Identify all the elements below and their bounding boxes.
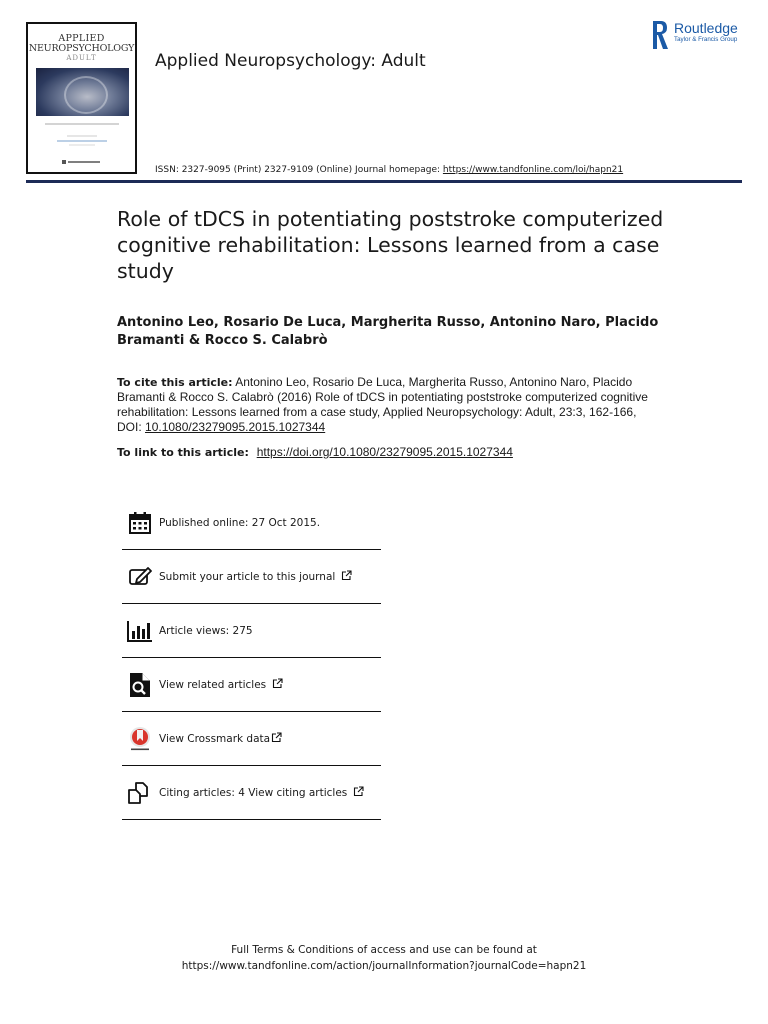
footer-terms-url[interactable]: https://www.tandfonline.com/action/journalInformation?journalCode=hapn21 (181, 960, 587, 972)
routledge-r-icon (652, 20, 669, 50)
publisher-subtitle: Taylor & Francis Group (674, 36, 738, 43)
published-online-item (122, 496, 381, 549)
journal-cover-image (26, 22, 137, 174)
document-search-icon (127, 672, 153, 698)
doi-link[interactable]: 10.1080/23279095.2015.1027344 (145, 420, 326, 434)
cover-publisher-logo (28, 159, 135, 166)
citing-articles-text (159, 786, 364, 800)
edit-icon (127, 564, 153, 590)
external-link-icon (272, 678, 283, 692)
crossmark-icon (127, 726, 153, 752)
citing-documents-icon (127, 780, 153, 806)
cover-topline (28, 24, 135, 30)
issn-line (155, 165, 623, 175)
submit-article-text (159, 570, 352, 584)
cite-text: Antonino Leo, Rosario De Luca, Margherita Russo, Antonino Naro, Placido Bramanti & Rocco S. Calabrò (2016) Role of tDCS in potentiating poststroke computerized cognitive rehabilitation: Lessons learned from a case study, Applied Neuropsychology: Adult, 23:3, 162-166, DOI: (117, 375, 648, 434)
article-authors: Antonino Leo, Rosario De Luca, Margherita Russo, Antonino Naro, Placido Bramanti & Rocco S. Calabrò (117, 315, 659, 348)
issn-text: ISSN: 2327-9095 (Print) 2327-9109 (Online) Journal homepage: (155, 165, 443, 175)
routledge-logo[interactable] (652, 20, 738, 50)
cover-title-line3: ADULT (66, 54, 97, 62)
citation-block (117, 375, 662, 435)
citing-articles-item[interactable] (122, 765, 381, 819)
article-views-text: Article views: 275 (159, 624, 253, 637)
cover-brain-image (36, 68, 129, 116)
header-divider (26, 180, 742, 183)
footer-terms-text: Full Terms & Conditions of access and use can be found at (231, 944, 537, 956)
publisher-name: Routledge (674, 20, 738, 36)
bar-chart-icon (127, 618, 153, 644)
crossmark-item[interactable] (122, 711, 381, 765)
submit-article-item[interactable] (122, 549, 381, 603)
external-link-icon (353, 786, 364, 800)
submit-article-label: Submit your article to this journal (159, 570, 336, 583)
info-list-bottom-rule (122, 819, 381, 820)
external-link-icon (271, 732, 282, 746)
link-label: To link to this article: (117, 446, 253, 459)
article-info-list (122, 496, 381, 820)
article-views-item (122, 603, 381, 657)
citing-articles-label: Citing articles: 4 View citing articles (159, 786, 348, 799)
article-link-line (117, 445, 513, 459)
cite-label: To cite this article: (117, 376, 233, 389)
article-title: Role of tDCS in potentiating poststroke computerized cognitive rehabilitation: Lessons learned from a case study (117, 207, 664, 283)
crossmark-text (159, 732, 282, 746)
crossmark-label: View Crossmark data (159, 732, 271, 745)
related-articles-label: View related articles (159, 678, 267, 691)
journal-title[interactable]: Applied Neuropsychology: Adult (155, 51, 426, 71)
external-link-icon (341, 570, 352, 584)
article-doi-url[interactable]: https://doi.org/10.1080/23279095.2015.1027344 (256, 445, 513, 459)
related-articles-item[interactable] (122, 657, 381, 711)
cover-title-line2: NEUROPSYCHOLOGY (28, 43, 135, 54)
journal-homepage-link[interactable]: https://www.tandfonline.com/loi/hapn21 (442, 165, 624, 175)
related-articles-text (159, 678, 283, 692)
published-online-text: Published online: 27 Oct 2015. (159, 516, 321, 529)
footer (0, 942, 768, 974)
calendar-icon (127, 510, 153, 536)
cover-title-line1: APPLIED (58, 33, 105, 44)
